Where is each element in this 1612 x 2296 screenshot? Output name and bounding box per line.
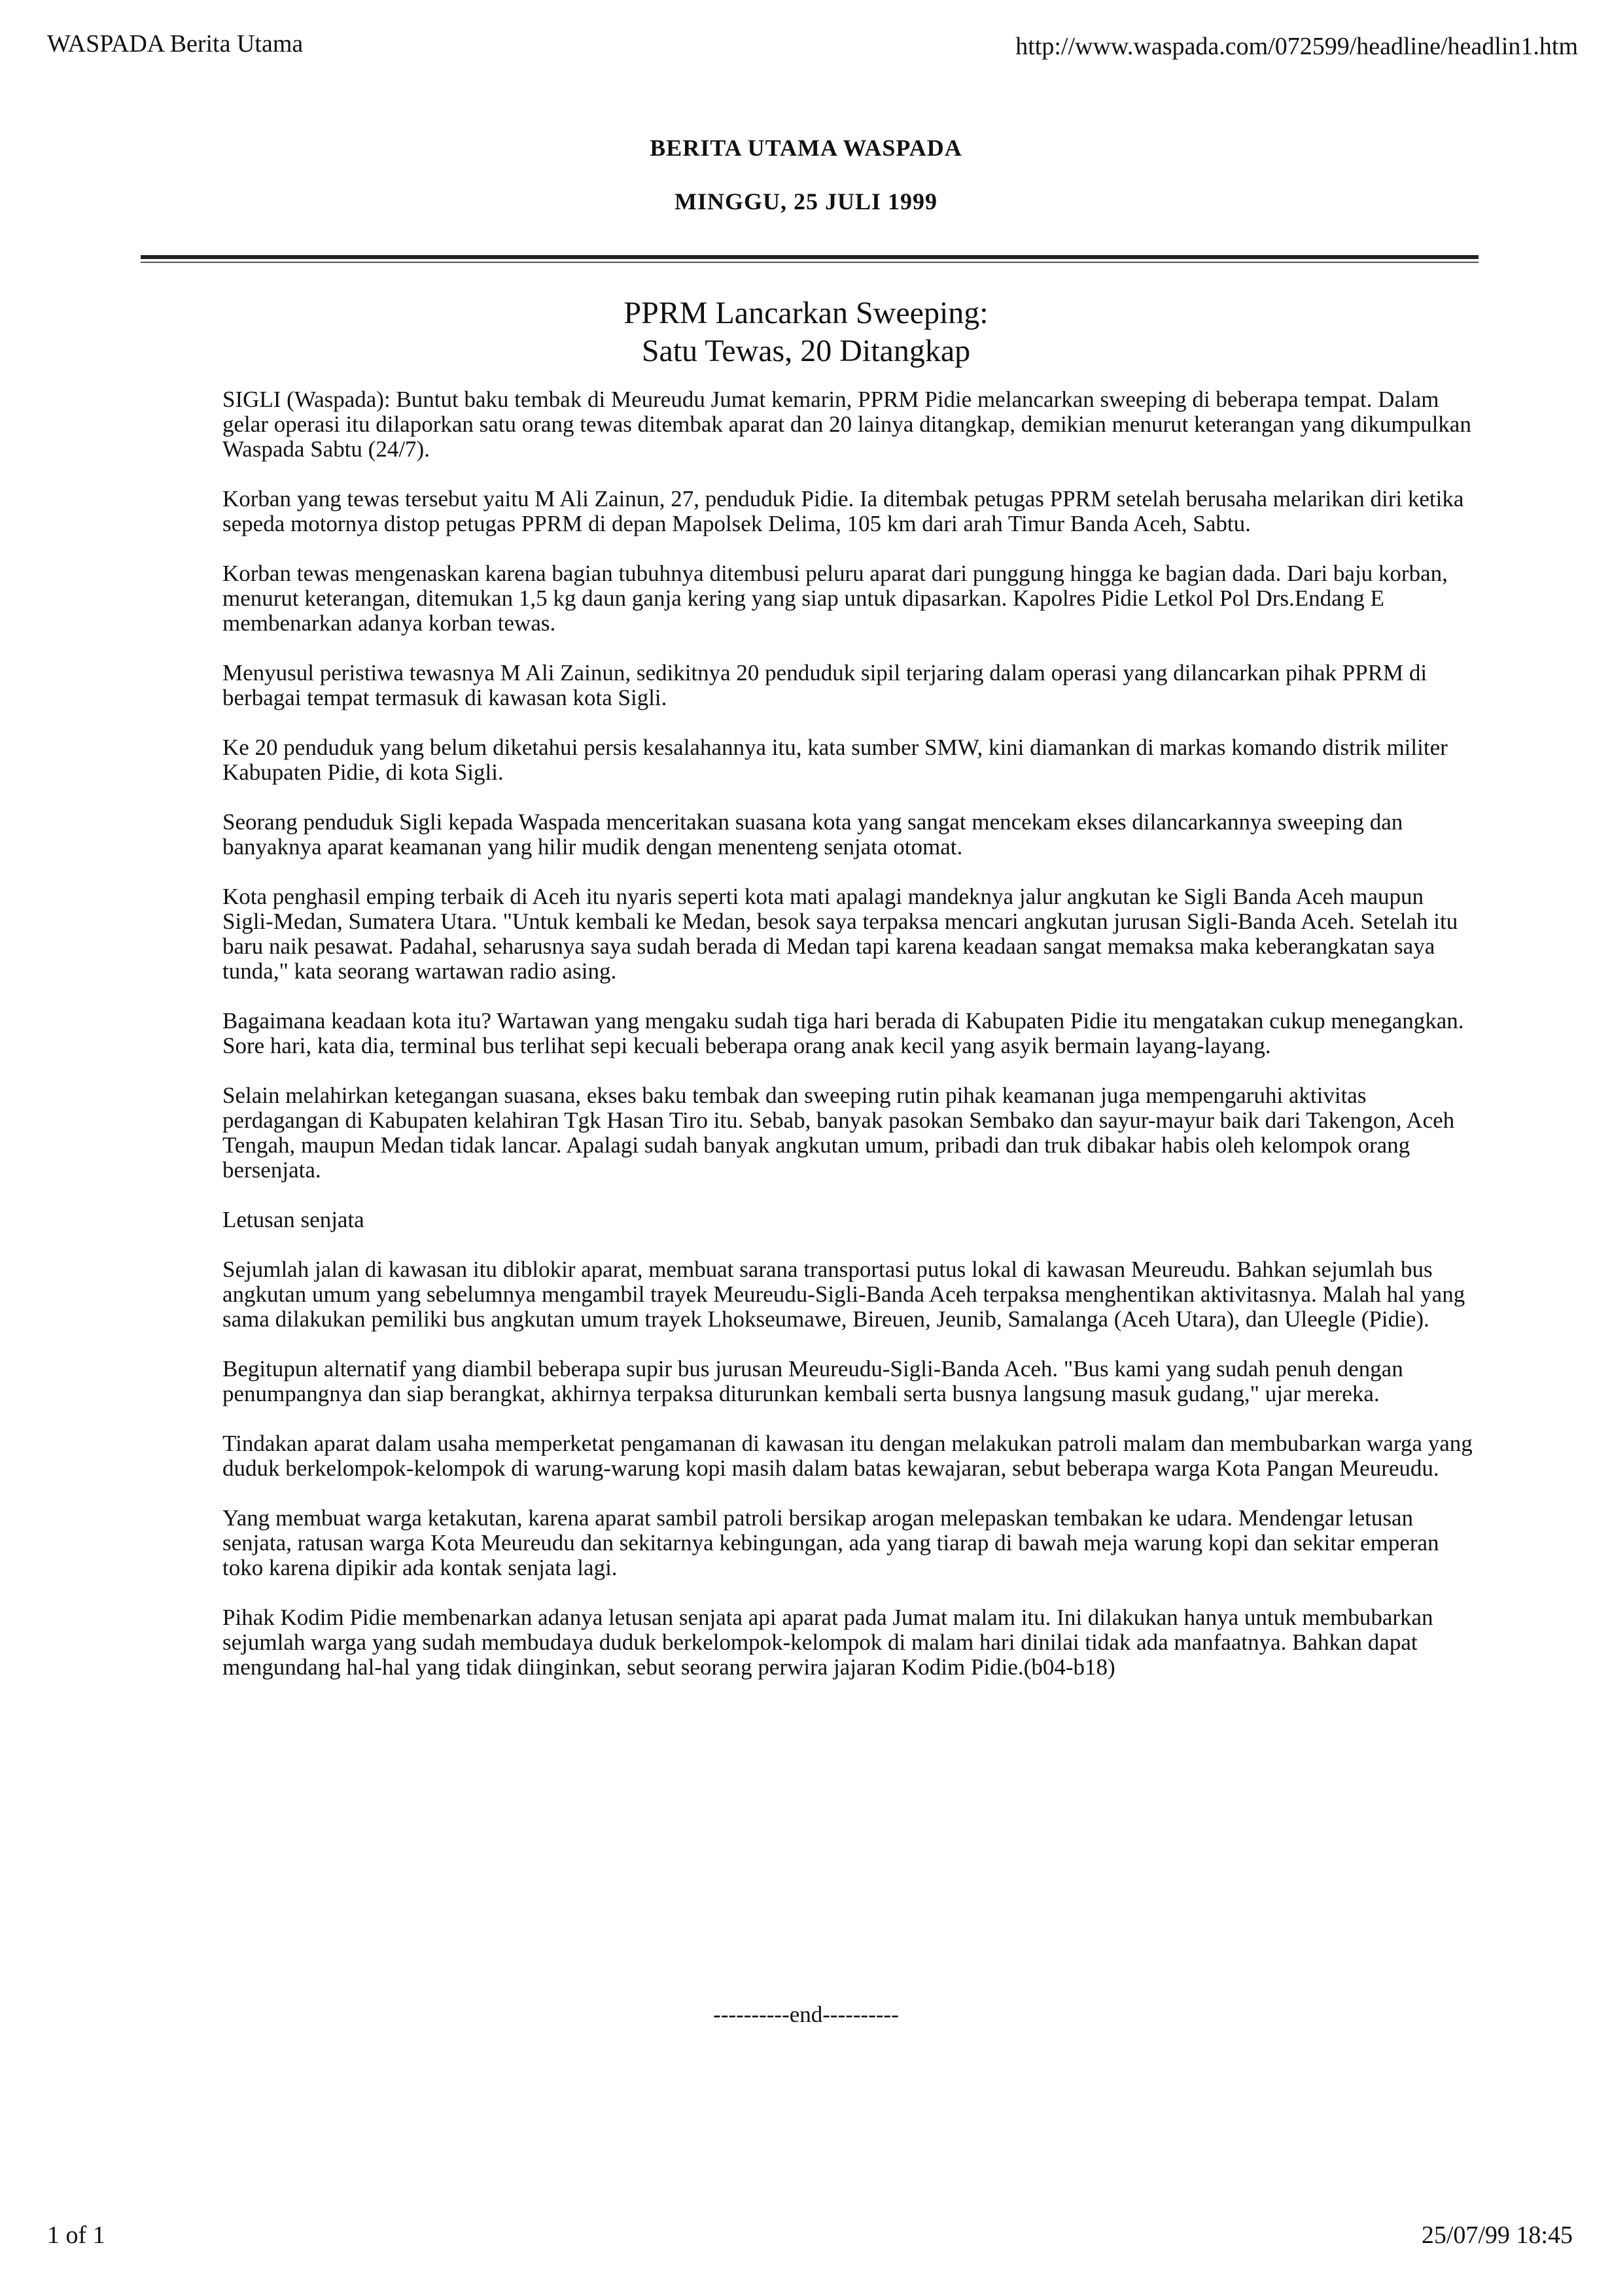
browser-page-title: WASPADA Berita Utama xyxy=(47,30,304,58)
article-body xyxy=(222,387,1479,1705)
page-count: 1 of 1 xyxy=(47,2221,105,2249)
article-paragraph: Seorang penduduk Sigli kepada Waspada menceritakan suasana kota yang sangat mencekam ekses dilancarkannya sweeping dan banyaknya aparat keamanan yang hilir mudik dengan menenteng senjata otomat. xyxy=(222,809,1403,860)
article-paragraph: Menyusul peristiwa tewasnya M Ali Zainun, sedikitnya 20 penduduk sipil terjaring dalam operasi yang dilancarkan pihak PPRM di berbagai tempat termasuk di kawasan kota Sigli. xyxy=(222,660,1428,710)
article-paragraph: Begitupun alternatif yang diambil beberapa supir bus jurusan Meureudu-Sigli-Banda Aceh. "Bus kami yang sudah penuh dengan penumpangnya dan siap berangkat, akhirnya terpaksa diturunkan kembali serta busnya langsung masuk gudang," ujar mereka. xyxy=(222,1356,1403,1406)
masthead-section: BERITA UTAMA WASPADA xyxy=(650,135,962,161)
headline-line-1: PPRM Lancarkan Sweeping: xyxy=(623,296,989,330)
masthead-date: MINGGU, 25 JULI 1999 xyxy=(674,188,937,215)
article-paragraph: Pihak Kodim Pidie membenarkan adanya letusan senjata api aparat pada Jumat malam itu. Ini dilakukan hanya untuk membubarkan sejumlah warga yang sudah membudaya duduk berkelompok-kelompok di malam hari dinilai tidak ada manfaatnya. Bahkan dapat mengundang hal-hal yang tidak diinginkan, sebut seorang perwira jajaran Kodim Pidie.(b04-b18) xyxy=(222,1605,1433,1680)
article-paragraph: Selain melahirkan ketegangan suasana, ekses baku tembak dan sweeping rutin pihak keamanan juga mempengaruhi aktivitas perdagangan di Kabupaten kelahiran Tgk Hasan Tiro itu. Sebab, banyak pasokan Sembako dan sayur-mayur baik dari Takengon, Aceh Tengah, maupun Medan tidak lancar. Apalagi sudah banyak angkutan umum, pribadi dan truk dibakar habis oleh kelompok orang bersenjata. xyxy=(222,1083,1455,1183)
article-end-marker: ----------end---------- xyxy=(713,2002,899,2027)
article-headline xyxy=(0,294,1612,370)
article-paragraph: Korban yang tewas tersebut yaitu M Ali Zainun, 27, penduduk Pidie. Ia ditembak petugas PPRM setelah berusaha melarikan diri ketika sepeda motornya distop petugas PPRM di depan Mapolsek Delima, 105 km dari arah Timur Banda Aceh, Sabtu. xyxy=(222,486,1464,536)
print-timestamp: 25/07/99 18:45 xyxy=(1421,2221,1573,2249)
headline-line-2: Satu Tewas, 20 Ditangkap xyxy=(641,334,971,368)
article-paragraph: SIGLI (Waspada): Buntut baku tembak di Meureudu Jumat kemarin, PPRM Pidie melancarkan sweeping di beberapa tempat. Dalam gelar operasi itu dilaporkan satu orang tewas ditembak aparat dan 20 lainya ditangkap, demikian menurut keterangan yang dikumpulkan Waspada Sabtu (24/7). xyxy=(222,387,1471,462)
header-divider xyxy=(141,255,1479,263)
browser-page-url: http://www.waspada.com/072599/headline/headlin1.htm xyxy=(1015,33,1578,60)
article-paragraph: Ke 20 penduduk yang belum diketahui persis kesalahannya itu, kata sumber SMW, kini diamankan di markas komando distrik militer Kabupaten Pidie, di kota Sigli. xyxy=(222,735,1448,785)
article-paragraph: Tindakan aparat dalam usaha memperketat pengamanan di kawasan itu dengan melakukan patroli malam dan membubarkan warga yang duduk berkelompok-kelompok di warung-warung kopi masih dalam batas kewajaran, sebut beberapa warga Kota Pangan Meureudu. xyxy=(222,1431,1473,1481)
article-paragraph: Kota penghasil emping terbaik di Aceh itu nyaris seperti kota mati apalagi mandeknya jalur angkutan ke Sigli Banda Aceh maupun Sigli-Medan, Sumatera Utara. "Untuk kembali ke Medan, besok saya terpaksa mencari angkutan jurusan Sigli-Banda Aceh. Setelah itu baru naik pesawat. Padahal, seharusnya saya sudah berada di Medan tapi karena keadaan sangat memaksa maka keberangkatan saya tunda," kata seorang wartawan radio asing. xyxy=(222,884,1458,984)
article-paragraph: Sejumlah jalan di kawasan itu diblokir aparat, membuat sarana transportasi putus lokal di kawasan Meureudu. Bahkan sejumlah bus angkutan umum yang sebelumnya mengambil trayek Meureudu-Sigli-Banda Aceh terpaksa menghentikan aktivitasnya. Malah hal yang sama dilakukan pemiliki bus angkutan umum trayek Lhokseumawe, Bireuen, Jeunib, Samalanga (Aceh Utara), dan Uleegle (Pidie). xyxy=(222,1257,1465,1332)
article-paragraph: Yang membuat warga ketakutan, karena aparat sambil patroli bersikap arogan melepaskan tembakan ke udara. Mendengar letusan senjata, ratusan warga Kota Meureudu dan sekitarnya kebingungan, ada yang tiarap di bawah meja warung kopi dan sekitar emperan toko karena dipikir ada kontak senjata lagi. xyxy=(222,1505,1439,1580)
article-subheading: Letusan senjata xyxy=(222,1207,364,1232)
article-paragraph: Bagaimana keadaan kota itu? Wartawan yang mengaku sudah tiga hari berada di Kabupaten Pidie itu mengatakan cukup menegangkan. Sore hari, kata dia, terminal bus terlihat sepi kecuali beberapa orang anak kecil yang asyik bermain layang-layang. xyxy=(222,1008,1464,1058)
article-paragraph: Korban tewas mengenaskan karena bagian tubuhnya ditembusi peluru aparat dari punggung hingga ke bagian dada. Dari baju korban, menurut keterangan, ditemukan 1,5 kg daun ganja kering yang siap untuk dipasarkan. Kapolres Pidie Letkol Pol Drs.Endang E membenarkan adanya korban tewas. xyxy=(222,561,1448,636)
